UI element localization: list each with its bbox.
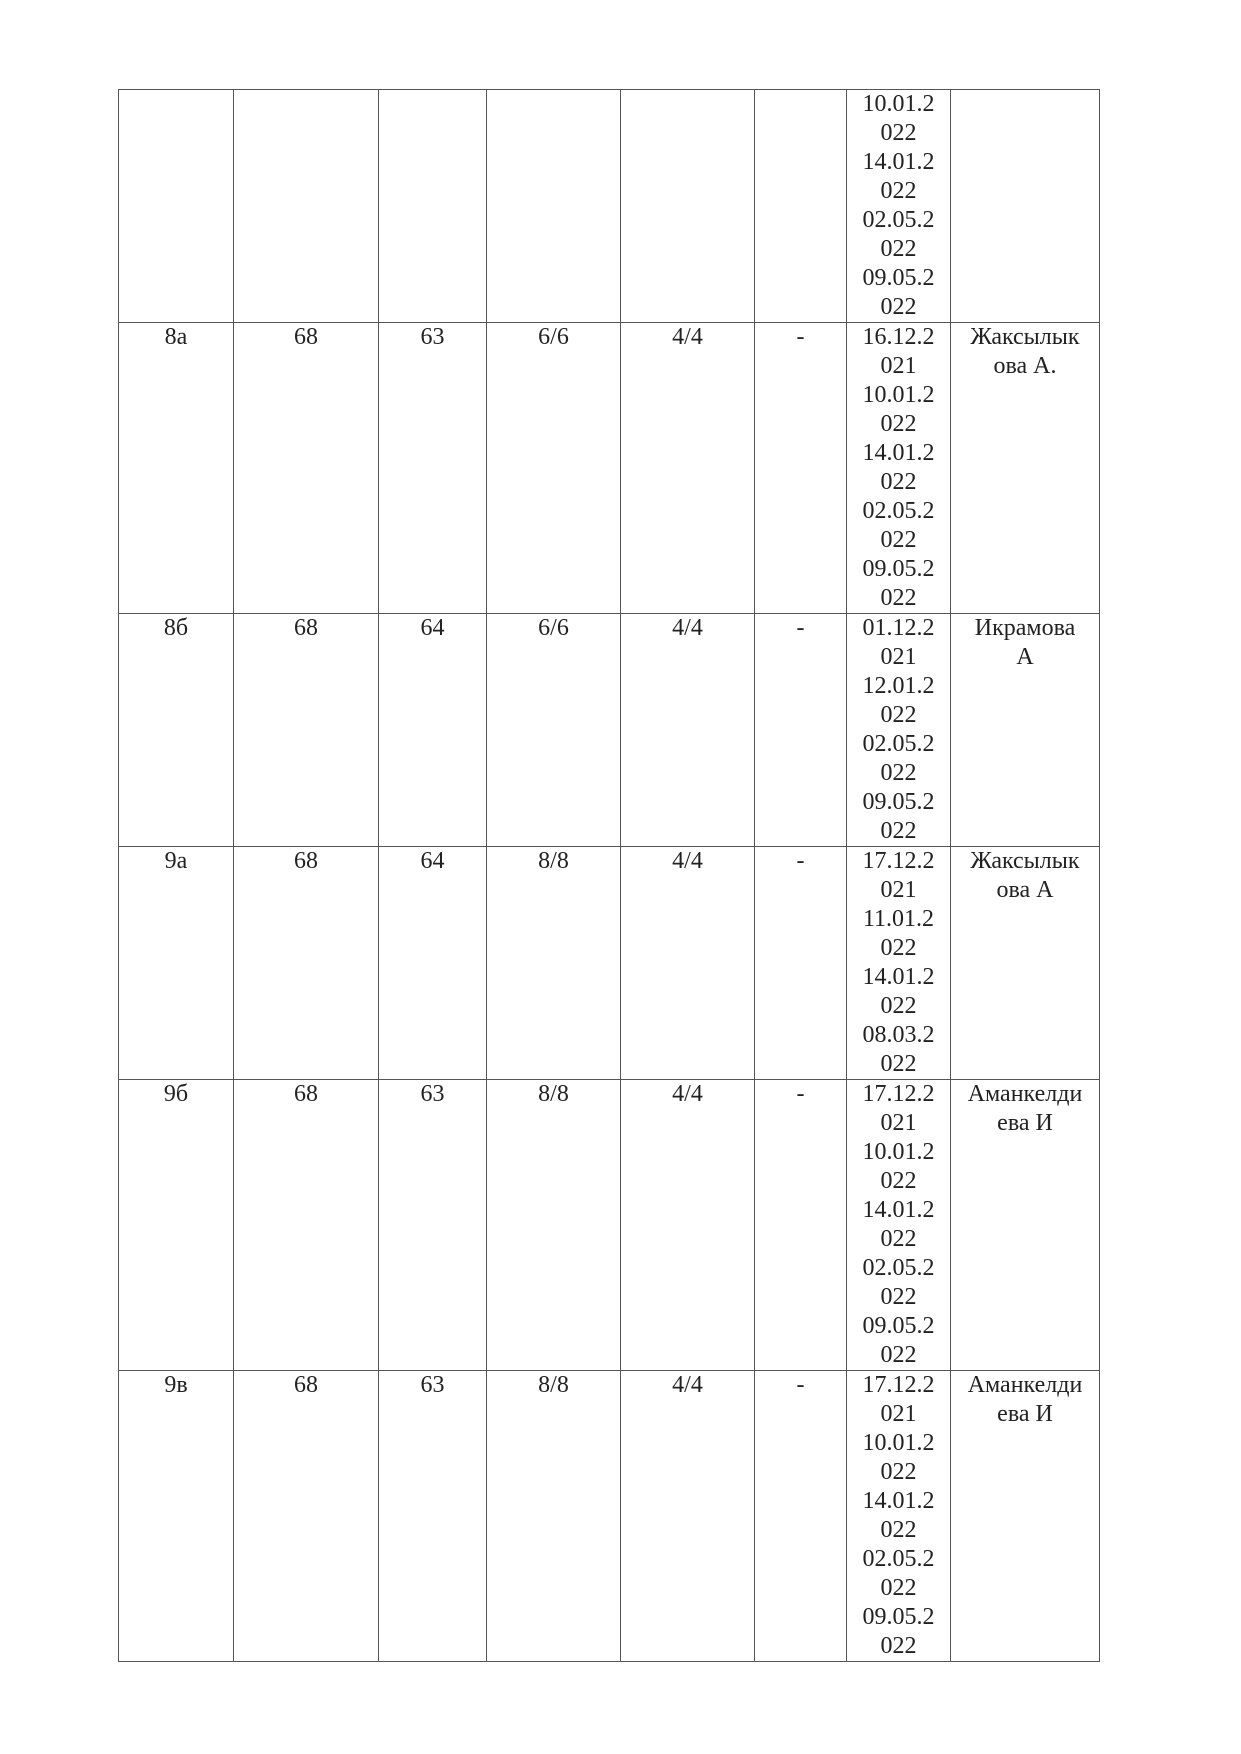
dash-cell: - (755, 323, 847, 614)
class-cell: 9б (119, 1080, 234, 1371)
class-cell: 9а (119, 847, 234, 1080)
dates-cell: 01.12.2 021 12.01.2 022 02.05.2 022 09.05.2 022 (847, 614, 951, 847)
dates-cell: 17.12.2 021 10.01.2 022 14.01.2 022 02.05.2 022 09.05.2 022 (847, 1080, 951, 1371)
teacher-cell: Жаксылык ова А. (951, 323, 1100, 614)
dash-cell: - (755, 1371, 847, 1662)
hours-held-cell (379, 90, 487, 323)
dates-cell: 10.01.2 022 14.01.2 022 02.05.2 022 09.05.2 022 (847, 90, 951, 323)
hours-held-cell: 63 (379, 1371, 487, 1662)
table-row (119, 614, 1100, 847)
ratio-b-cell: 4/4 (621, 323, 755, 614)
class-cell: 8б (119, 614, 234, 847)
dash-cell: - (755, 847, 847, 1080)
ratio-b-cell: 4/4 (621, 614, 755, 847)
table-row (119, 1080, 1100, 1371)
table-row (119, 1371, 1100, 1662)
hours-total-cell: 68 (234, 1371, 379, 1662)
table-row (119, 90, 1100, 323)
ratio-a-cell: 6/6 (487, 323, 621, 614)
ratio-a-cell: 8/8 (487, 847, 621, 1080)
ratio-b-cell (621, 90, 755, 323)
teacher-cell (951, 90, 1100, 323)
dates-cell: 16.12.2 021 10.01.2 022 14.01.2 022 02.05.2 022 09.05.2 022 (847, 323, 951, 614)
dash-cell (755, 90, 847, 323)
class-cell: 8а (119, 323, 234, 614)
table-row (119, 847, 1100, 1080)
dash-cell: - (755, 614, 847, 847)
ratio-a-cell (487, 90, 621, 323)
ratio-b-cell: 4/4 (621, 1080, 755, 1371)
ratio-a-cell: 6/6 (487, 614, 621, 847)
schedule-table (118, 89, 1100, 1662)
ratio-a-cell: 8/8 (487, 1371, 621, 1662)
hours-held-cell: 64 (379, 614, 487, 847)
hours-held-cell: 63 (379, 1080, 487, 1371)
dates-cell: 17.12.2 021 11.01.2 022 14.01.2 022 08.03.2 022 (847, 847, 951, 1080)
dash-cell: - (755, 1080, 847, 1371)
hours-total-cell: 68 (234, 1080, 379, 1371)
dates-cell: 17.12.2 021 10.01.2 022 14.01.2 022 02.05.2 022 09.05.2 022 (847, 1371, 951, 1662)
class-cell (119, 90, 234, 323)
teacher-cell: Икрамова А (951, 614, 1100, 847)
hours-total-cell: 68 (234, 847, 379, 1080)
teacher-cell: Аманкелди ева И (951, 1080, 1100, 1371)
hours-held-cell: 63 (379, 323, 487, 614)
teacher-cell: Жаксылык ова А (951, 847, 1100, 1080)
ratio-b-cell: 4/4 (621, 847, 755, 1080)
table-row (119, 323, 1100, 614)
class-cell: 9в (119, 1371, 234, 1662)
ratio-a-cell: 8/8 (487, 1080, 621, 1371)
hours-total-cell: 68 (234, 323, 379, 614)
hours-total-cell: 68 (234, 614, 379, 847)
hours-held-cell: 64 (379, 847, 487, 1080)
teacher-cell: Аманкелди ева И (951, 1371, 1100, 1662)
ratio-b-cell: 4/4 (621, 1371, 755, 1662)
hours-total-cell (234, 90, 379, 323)
